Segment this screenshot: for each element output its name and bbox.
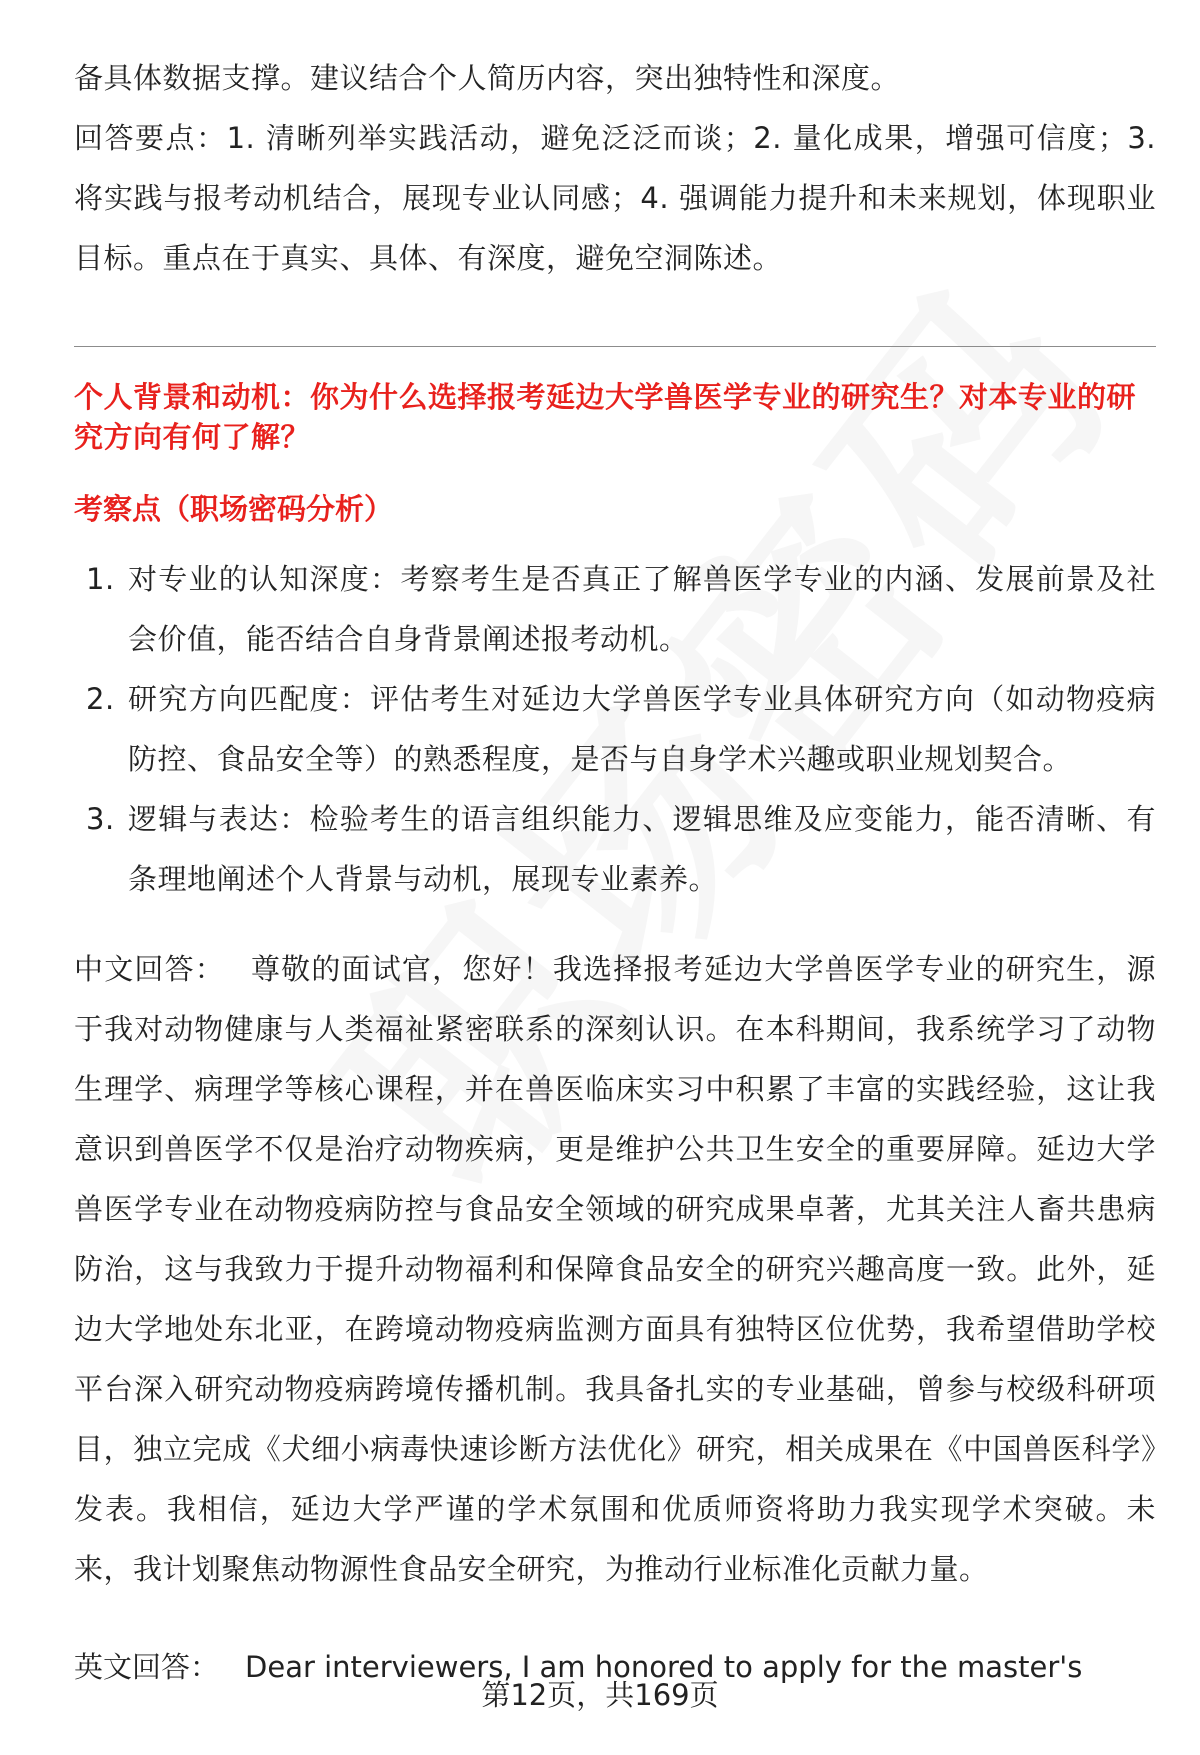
list-item (74, 549, 1156, 669)
chinese-answer (74, 939, 1156, 1599)
chinese-answer-label: 中文回答： (74, 952, 225, 986)
section-title: 考察点（职场密码分析） (74, 492, 394, 526)
document-page (74, 48, 1156, 1697)
list-number: 1. (86, 562, 115, 596)
intro-paragraph-2: 回答要点：1. 清晰列举实践活动，避免泛泛而谈；2. 量化成果，增强可信度；3. 将实践与报考动机结合，展现专业认同感；4. 强调能力提升和未来规划，体现职业目标。重点在于真实、具体、有深度，避免空洞陈述。 (74, 121, 1156, 275)
list-number: 2. (86, 682, 115, 716)
english-answer-text: Dear interviewers, I am honored to apply for the master's (245, 1650, 1083, 1684)
list-item (74, 669, 1156, 789)
page-footer: 第12页，共169页 (481, 1678, 719, 1712)
question-heading: 个人背景和动机：你为什么选择报考延边大学兽医学专业的研究生？对本专业的研究方向有何了解？ (74, 380, 1137, 454)
section-divider (74, 346, 1156, 347)
intro-paragraph-1: 备具体数据支撑。建议结合个人简历内容，突出独特性和深度。 (74, 61, 901, 95)
list-item (74, 789, 1156, 909)
list-text: 逻辑与表达：检验考生的语言组织能力、逻辑思维及应变能力，能否清晰、有条理地阐述个人背景与动机，展现专业素养。 (128, 802, 1156, 896)
list-text: 对专业的认知深度：考察考生是否真正了解兽医学专业的内涵、发展前景及社会价值，能否结合自身背景阐述报考动机。 (128, 562, 1156, 656)
chinese-answer-text: 尊敬的面试官，您好！我选择报考延边大学兽医学专业的研究生，源于我对动物健康与人类福祉紧密联系的深刻认识。在本科期间，我系统学习了动物生理学、病理学等核心课程，并在兽医临床实习中积累了丰富的实践经验，这让我意识到兽医学不仅是治疗动物疾病，更是维护公共卫生安全的重要屏障。延边大学兽医学专业在动物疫病防控与食品安全领域的研究成果卓著，尤其关注人畜共患病防治，这与我致力于提升动物福利和保障食品安全的研究兴趣高度一致。此外，延边大学地处东北亚，在跨境动物疫病监测方面具有独特区位优势，我希望借助学校平台深入研究动物疫病跨境传播机制。我具备扎实的专业基础，曾参与校级科研项目，独立完成《犬细小病毒快速诊断方法优化》研究，相关成果在《中国兽医科学》发表。我相信，延边大学严谨的学术氛围和优质师资将助力我实现学术突破。未来，我计划聚焦动物源性食品安全研究，为推动行业标准化贡献力量。 (74, 952, 1156, 1586)
list-text: 研究方向匹配度：评估考生对延边大学兽医学专业具体研究方向（如动物疫病防控、食品安全等）的熟悉程度，是否与自身学术兴趣或职业规划契合。 (128, 682, 1156, 776)
points-list (74, 549, 1156, 909)
english-answer-label: 英文回答： (74, 1650, 220, 1684)
list-number: 3. (86, 802, 115, 836)
